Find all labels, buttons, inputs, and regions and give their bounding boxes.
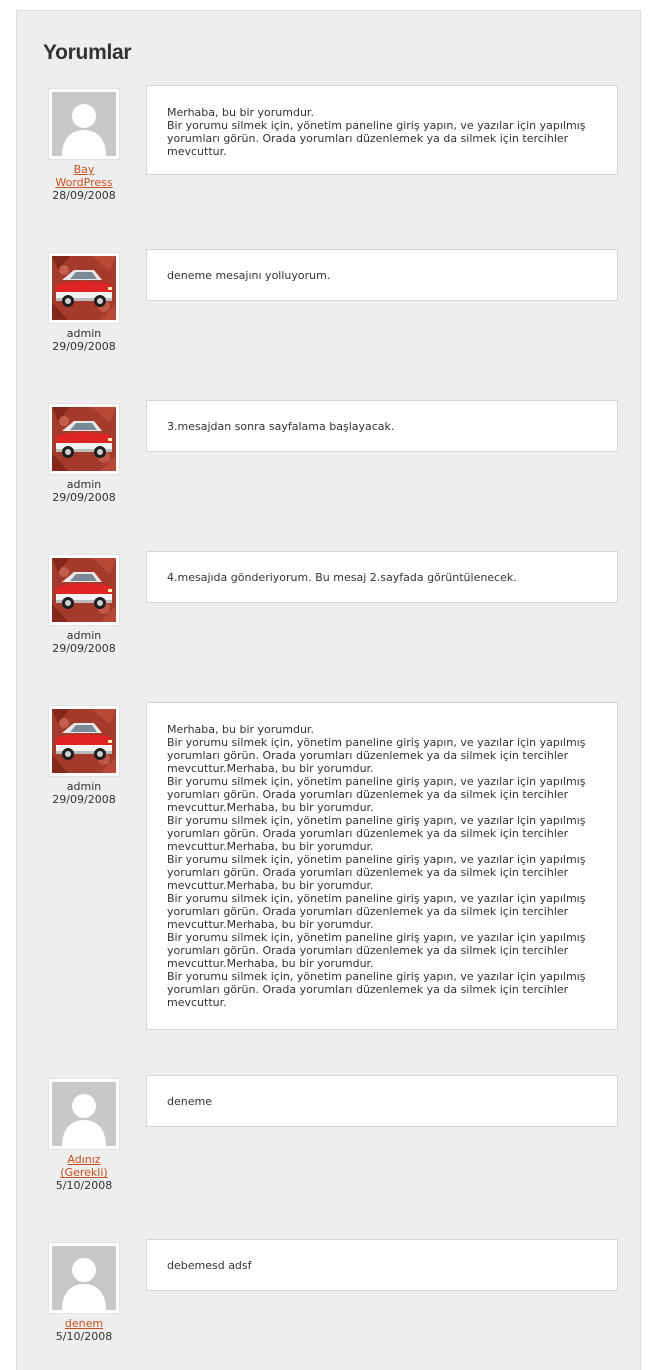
comment-date: 29/09/2008 [52, 340, 116, 353]
comment-date: 5/10/2008 [55, 1179, 113, 1192]
comment-date: 29/09/2008 [52, 793, 116, 806]
avatar [48, 554, 120, 626]
comment-author-block [45, 252, 123, 353]
avatar [48, 403, 120, 475]
comment-author-block [45, 1078, 123, 1192]
comment-author-block [45, 88, 123, 202]
comment-date: 29/09/2008 [52, 642, 116, 655]
red-classic-car-avatar [52, 709, 116, 773]
avatar [48, 705, 120, 777]
default-avatar-icon [52, 1246, 116, 1310]
comment-text: 4.mesajıda gönderiyorum. Bu mesaj 2.sayfada görüntülenecek. [146, 551, 618, 603]
comment-author-name: admin [66, 780, 102, 793]
comment-author-block [45, 705, 123, 806]
comment-author-name: admin [66, 327, 102, 340]
comment-author-block [45, 403, 123, 504]
comment-date: 29/09/2008 [52, 491, 116, 504]
avatar [48, 1242, 120, 1314]
comments-panel [16, 10, 641, 1370]
comment-author-name: admin [66, 629, 102, 642]
comment-author-name: admin [66, 478, 102, 491]
red-classic-car-avatar [52, 558, 116, 622]
comment-text: deneme [146, 1075, 618, 1127]
comment-author-link[interactable]: Adınız (Gerekli) [60, 1153, 108, 1179]
default-avatar-icon [52, 92, 116, 156]
comment-date: 28/09/2008 [52, 189, 116, 202]
comment-date: 5/10/2008 [55, 1330, 113, 1343]
comment-text: Merhaba, bu bir yorumdur. Bir yorumu silmek için, yönetim paneline giriş yapın, ve yazılar için yapılmış yorumları görün. Orada yorumları düzenlemek ya da silmek için tercihler mevcuttur. [146, 85, 618, 175]
comment-author-link[interactable]: denem [64, 1317, 104, 1330]
comment-text: 3.mesajdan sonra sayfalama başlayacak. [146, 400, 618, 452]
comment-author-block [45, 1242, 123, 1343]
default-avatar-icon [52, 1082, 116, 1146]
comment-text: debemesd adsf [146, 1239, 618, 1291]
comment-text: Merhaba, bu bir yorumdur. Bir yorumu silmek için, yönetim paneline giriş yapın, ve yazılar için yapılmış yorumları görün. Orada yorumları düzenlemek ya da silmek için tercihler mevcuttur.Merhaba, bu bir yorumdur. Bir yorumu silmek için, yönetim paneline giriş yapın, ve yazılar için yapılmış yorumları görün. Orada yorumları düzenlemek ya da silmek için tercihler mevcuttur.Merhaba, bu bir yorumdur. Bir yorumu silmek için, yönetim paneline giriş yapın, ve yazılar için yapılmış yorumları görün. Orada yorumları düzenlemek ya da silmek için tercihler mevcuttur.Merhaba, bu bir yorumdur. Bir yorumu silmek için, yönetim paneline giriş yapın, ve yazılar için yapılmış yorumları görün. Orada yorumları düzenlemek ya da silmek için tercihler mevcuttur.Merhaba, bu bir yorumdur. Bir yorumu silmek için, yönetim paneline giriş yapın, ve yazılar için yapılmış yorumları görün. Orada yorumları düzenlemek ya da silmek için tercihler mevcuttur.Merhaba, bu bir yorumdur. Bir yorumu silmek için, yönetim paneline giriş yapın, ve yazılar için yapılmış yorumları görün. Orada yorumları düzenlemek ya da silmek için tercihler mevcuttur.Merhaba, bu bir yorumdur. Bir yorumu silmek için, yönetim paneline giriş yapın, ve yazılar için yapılmış yorumları görün. Orada yorumları düzenlemek ya da silmek için tercihler mevcuttur. [146, 702, 618, 1030]
comment-text: deneme mesajını yolluyorum. [146, 249, 618, 301]
red-classic-car-avatar [52, 407, 116, 471]
avatar [48, 88, 120, 160]
comment-author-link[interactable]: Bay WordPress [55, 163, 113, 189]
comments-heading: Yorumlar [43, 41, 132, 64]
comment-author-block [45, 554, 123, 655]
avatar [48, 1078, 120, 1150]
avatar [48, 252, 120, 324]
red-classic-car-avatar [52, 256, 116, 320]
